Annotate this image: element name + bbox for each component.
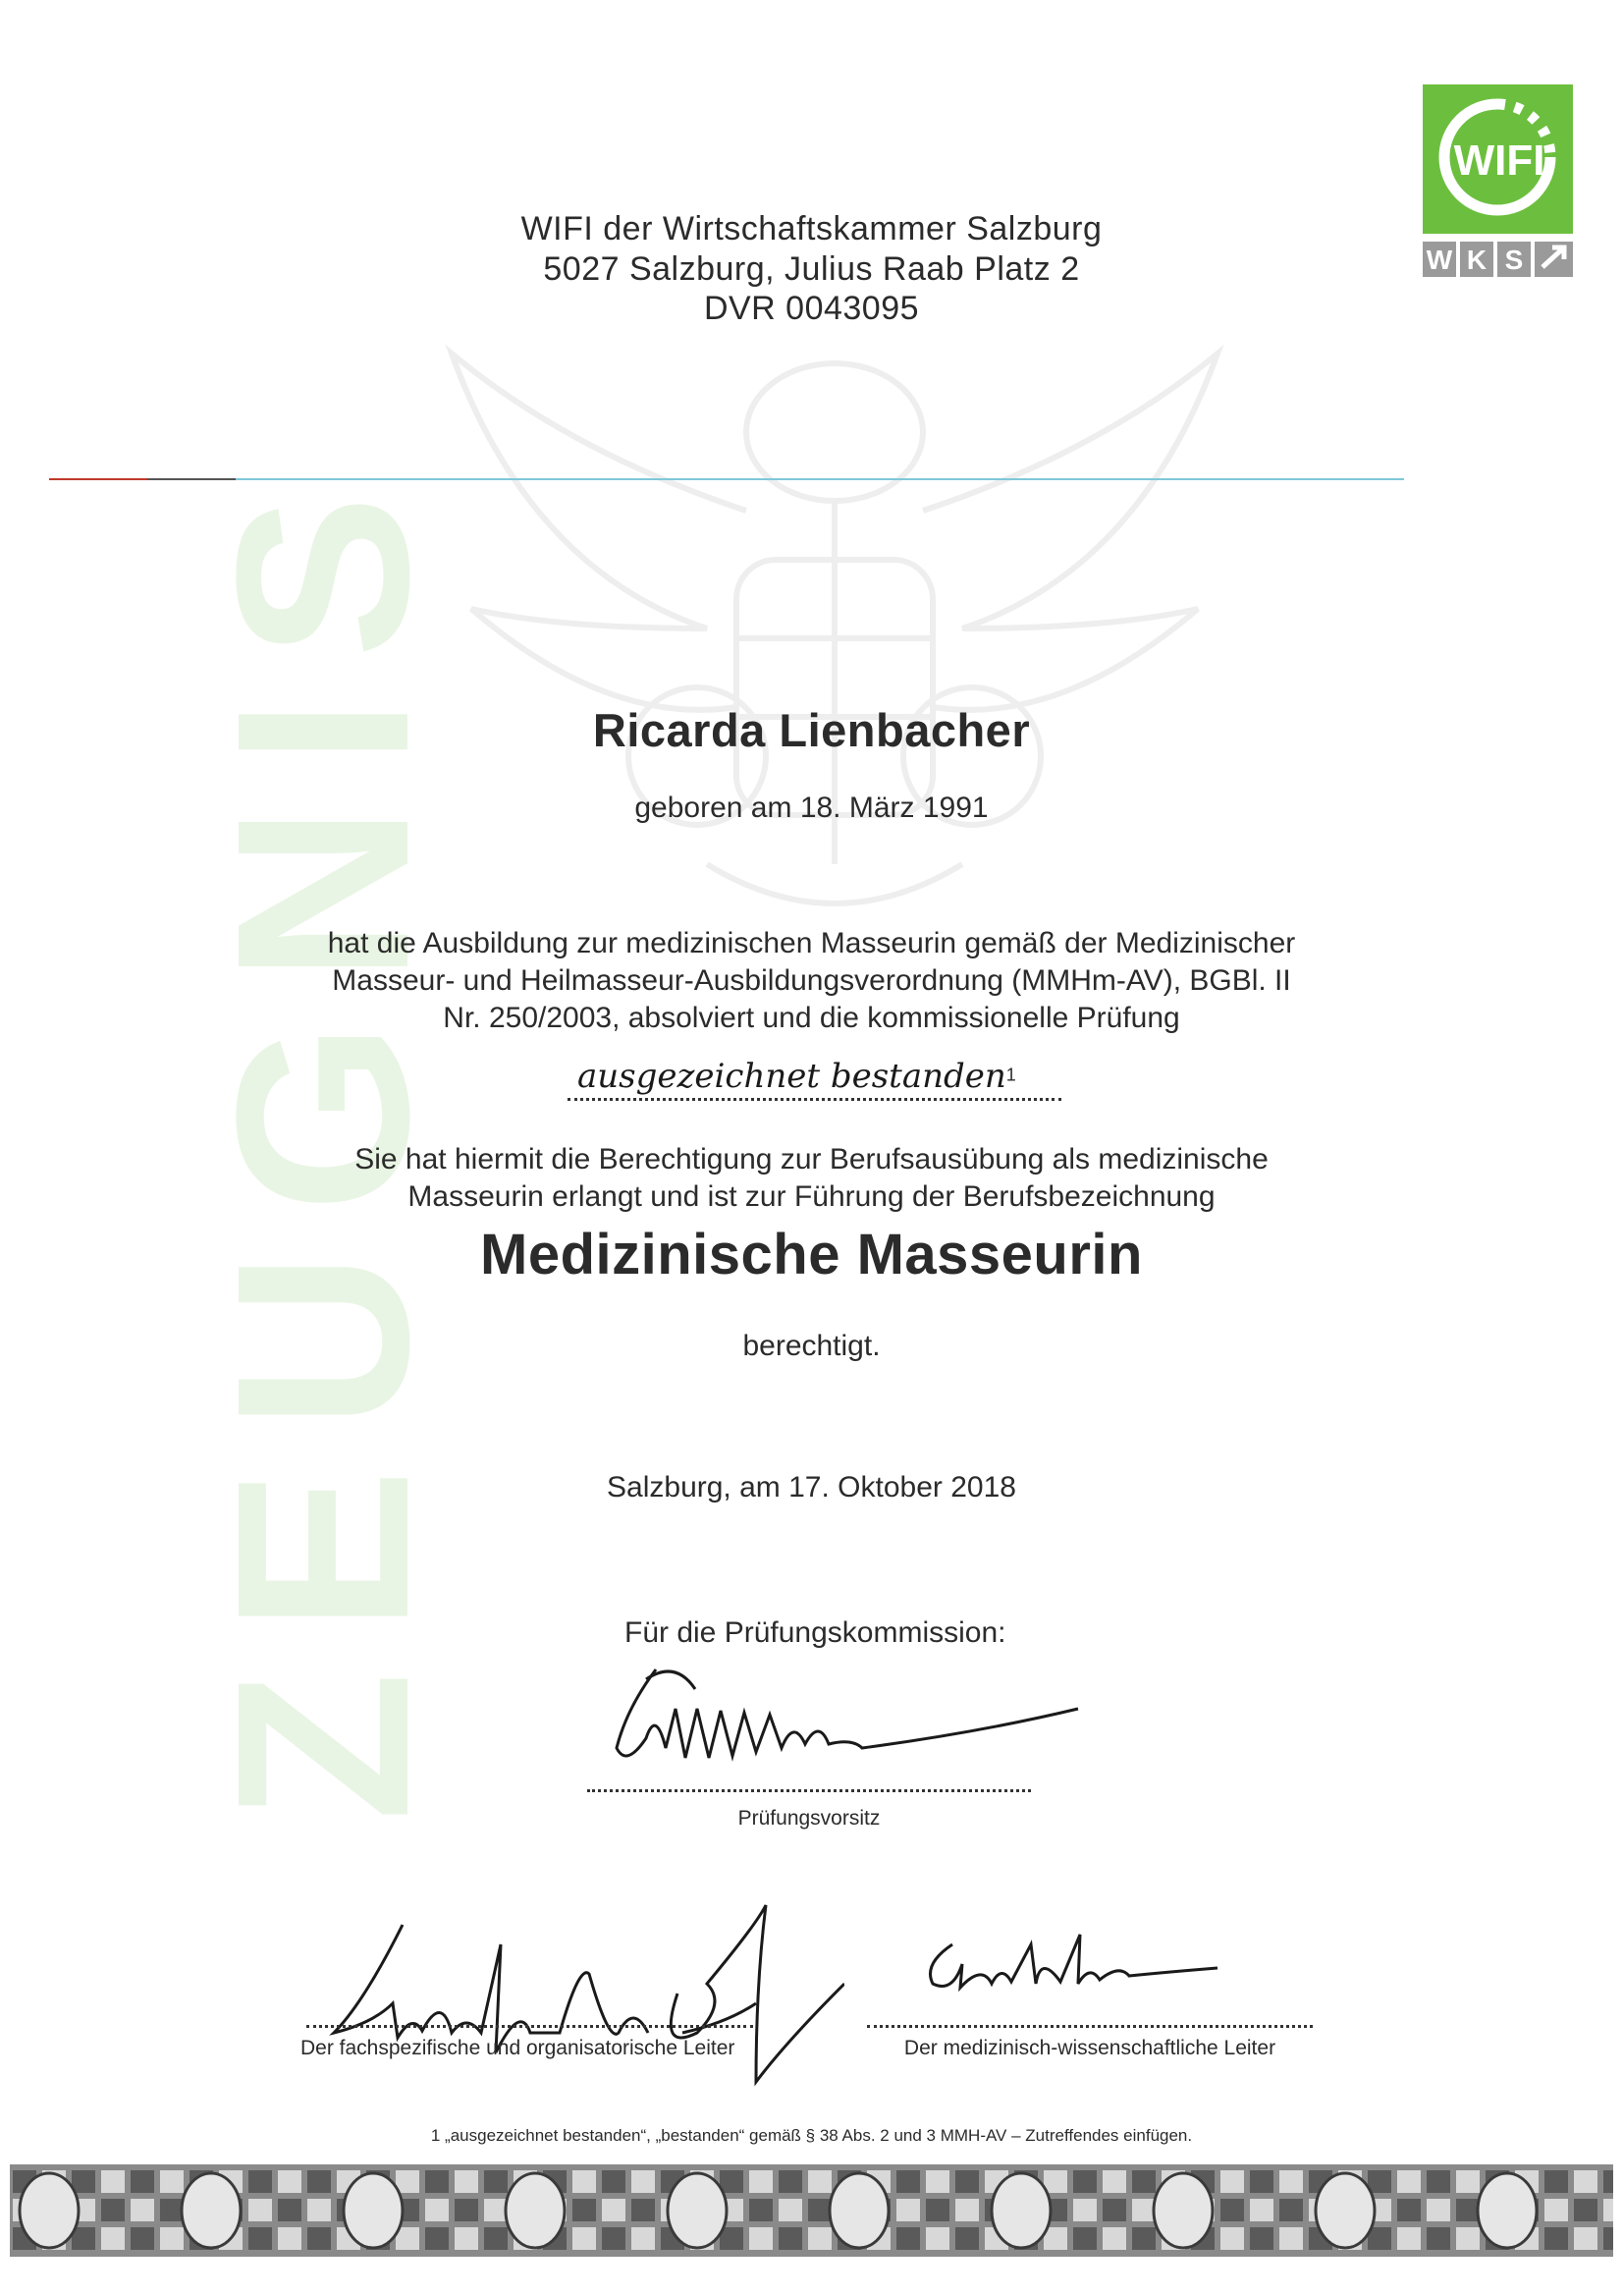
border-cell [779,2170,802,2193]
recipient-birthdate: geboren am 18. März 1991 [634,792,989,824]
border-cell [278,2170,301,2193]
left-signature-line [306,2025,753,2028]
chair-label: Prüfungsvorsitz [737,1807,881,1830]
border-eagle-emblem [182,2173,241,2248]
border-cell [926,2227,949,2250]
border-cell [1279,2170,1303,2193]
svg-text:WIFI: WIFI [1453,137,1545,185]
border-cell [808,2227,832,2250]
border-cell [131,2227,154,2250]
border-cell [1220,2199,1244,2221]
border-cell [1574,2227,1597,2250]
border-cell [425,2170,449,2193]
exam-result-field [568,1057,1061,1102]
training-line-1: hat die Ausbildung zur medizinischen Masseurin gemäß der Medizinischer [327,927,1296,959]
border-cell [1456,2170,1480,2193]
border-cell [896,2170,920,2193]
right-signature-line [867,2025,1313,2028]
border-cell [1103,2170,1126,2193]
chair-signature-line [587,1789,1031,1792]
border-cell [396,2170,419,2193]
border-cell [1132,2227,1156,2250]
border-cell [631,2199,655,2221]
exam-result-dotted-line [568,1098,1061,1101]
border-cell [425,2227,449,2250]
austrian-eagle-emblem [412,314,1257,1002]
border-cell [631,2227,655,2250]
border-cell [1250,2199,1273,2221]
border-cell [926,2199,949,2221]
border-cell [1456,2199,1480,2221]
wifi-wks-logo [1423,84,1573,279]
border-cell [779,2227,802,2250]
footnote: 1 „ausgezeichnet bestanden“, „bestanden“ gemäß § 38 Abs. 2 und 3 MMH-AV – Zutreffendes einfügen. [430,2126,1193,2145]
border-cell [425,2199,449,2221]
border-cell [808,2170,832,2193]
border-eagle-emblem [1478,2173,1537,2248]
border-cell [1103,2199,1126,2221]
border-cell [307,2170,331,2193]
border-cell [307,2227,331,2250]
border-cell [1250,2170,1273,2193]
border-cell [101,2199,125,2221]
issuer-name: WIFI der Wirtschaftskammer Salzburg [520,210,1103,247]
border-cell [1544,2227,1568,2250]
left-signatory-label: Der fachspezifische und organisatorische Leiter [300,2037,735,2059]
border-cell [1220,2227,1244,2250]
exam-result-handwritten [577,1057,1016,1096]
border-cell [955,2170,979,2193]
border-cell [720,2170,743,2193]
border-cell [602,2227,625,2250]
border-cell [1603,2199,1613,2221]
border-cell [1427,2170,1450,2193]
border-cell [1574,2199,1597,2221]
border-cell [808,2199,832,2221]
border-cell [602,2170,625,2193]
professional-title: Medizinische Masseurin [480,1223,1143,1286]
border-eagle-emblem [506,2173,565,2248]
border-cell [160,2170,184,2193]
border-cell [131,2199,154,2221]
place-and-date: Salzburg, am 17. Oktober 2018 [607,1471,1016,1503]
border-cell [1073,2199,1097,2221]
footnote-reference: 1 [1005,1065,1016,1085]
right-signatory-label: Der medizinisch-wissenschaftliche Leiter [903,2037,1276,2059]
border-cell [131,2170,154,2193]
border-cell [896,2199,920,2221]
border-cell [101,2227,125,2250]
border-cell [1427,2199,1450,2221]
border-cell [484,2227,508,2250]
border-eagle-emblem [668,2173,727,2248]
border-cell [1427,2227,1450,2250]
border-eagle-emblem [1154,2173,1213,2248]
border-eagle-emblem [20,2173,79,2248]
border-cell [1397,2227,1421,2250]
border-cell [631,2170,655,2193]
border-cell [248,2199,272,2221]
border-cell [749,2199,773,2221]
border-cell [1073,2170,1097,2193]
border-cell [455,2227,478,2250]
border-cell [1456,2227,1480,2250]
header-divider [49,477,1404,481]
border-cell [1220,2170,1244,2193]
border-cell [572,2170,596,2193]
border-cell [101,2170,125,2193]
border-cell [955,2227,979,2250]
zeugnis-watermark: ZEUGNIS [186,455,460,1822]
authorization-statement [0,1141,1623,1216]
border-cell [1250,2227,1273,2250]
svg-text:W: W [1426,245,1453,275]
issuer-dvr: DVR 0043095 [703,290,920,327]
border-cell [484,2170,508,2193]
border-cell [779,2199,802,2221]
border-eagle-emblem [830,2173,889,2248]
border-cell [1603,2170,1613,2193]
exam-result-text: ausgezeichnet bestanden [577,1057,1006,1096]
border-cell [72,2170,95,2193]
border-cell [1544,2170,1568,2193]
border-cell [1368,2170,1391,2193]
border-cell [1279,2227,1303,2250]
border-cell [572,2227,596,2250]
right-signature [913,1925,1227,2003]
commission-heading: Für die Prüfungskommission: [624,1616,1006,1649]
border-cell [926,2170,949,2193]
authorized-text: berechtigt. [742,1330,881,1362]
border-cell [1132,2170,1156,2193]
border-cell [1132,2199,1156,2221]
border-eagle-emblem [1316,2173,1375,2248]
training-line-3: Nr. 250/2003, absolviert und die kommissionelle Prüfung [443,1002,1180,1034]
border-cell [1544,2199,1568,2221]
border-cell [278,2199,301,2221]
border-cell [248,2227,272,2250]
border-cell [896,2227,920,2250]
border-cell [572,2199,596,2221]
svg-text:S: S [1504,245,1524,275]
decorative-border-strip [10,2164,1613,2257]
border-cell [248,2170,272,2193]
border-cell [160,2227,184,2250]
border-cell [1073,2227,1097,2250]
border-cell [1279,2199,1303,2221]
svg-text:K: K [1466,245,1488,275]
border-eagle-emblem [992,2173,1051,2248]
border-cell [1603,2227,1613,2250]
border-eagle-emblem [344,2173,403,2248]
border-cell [602,2199,625,2221]
recipient-name: Ricarda Lienbacher [592,704,1031,756]
border-cell [1397,2199,1421,2221]
border-cell [1044,2170,1067,2193]
border-cell [160,2199,184,2221]
border-cell [955,2199,979,2221]
border-cell [484,2199,508,2221]
border-cell [455,2170,478,2193]
chair-signature [587,1650,1098,1777]
border-cell [749,2227,773,2250]
authorization-line-2: Masseurin erlangt und ist zur Führung der Berufsbezeichnung [407,1180,1216,1213]
border-cell [455,2199,478,2221]
border-cell [307,2199,331,2221]
border-cell [278,2227,301,2250]
border-cell [1574,2170,1597,2193]
border-cell [1103,2227,1126,2250]
training-statement [0,925,1623,1037]
border-cell [749,2170,773,2193]
border-cell [1397,2170,1421,2193]
training-line-2: Masseur- und Heilmasseur-Ausbildungsverordnung (MMHm-AV), BGBl. II [332,964,1291,997]
authorization-line-1: Sie hat hiermit die Berechtigung zur Berufsausübung als medizinische [354,1143,1269,1175]
issuer-address: 5027 Salzburg, Julius Raab Platz 2 [543,250,1080,288]
left-signature [295,1886,844,2092]
